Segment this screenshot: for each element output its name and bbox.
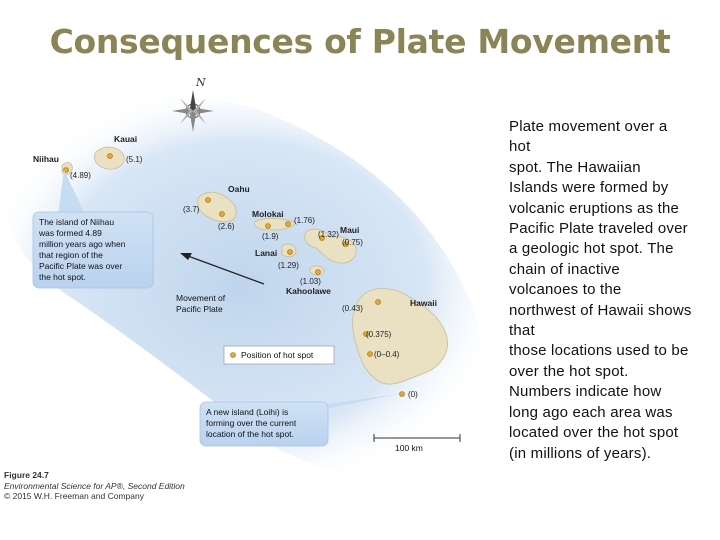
island-name-maui: Maui (340, 225, 360, 235)
callout-niihau-line: The island of Niihau (39, 217, 115, 227)
age-label: (1.03) (300, 277, 321, 286)
caption-line: volcanoes to the (509, 281, 622, 299)
legend-label: Position of hot spot (241, 350, 314, 360)
caption-line: over the hot spot. (509, 362, 629, 380)
caption-line: hot (509, 138, 531, 156)
legend-dot (231, 353, 236, 358)
island-name-oahu: Oahu (228, 184, 250, 194)
age-label: (1.9) (262, 232, 279, 241)
hotspot-dot (108, 154, 113, 159)
page-title: Consequences of Plate Movement (49, 22, 671, 61)
age-label: (0.43) (342, 304, 363, 313)
movement-label: Pacific Plate (176, 304, 223, 314)
book-title: Environmental Science for AP®, Second Edition (4, 480, 185, 491)
island-name-kauai: Kauai (114, 134, 138, 144)
caption-line: Numbers indicate how (509, 383, 662, 401)
callout-niihau-line: that region of the (39, 250, 103, 260)
hotspot-dot (286, 222, 291, 227)
caption-line: volcanic eruptions as the (509, 199, 680, 217)
hotspot-dot (368, 352, 373, 357)
caption-line: Pacific Plate traveled over (509, 220, 688, 238)
island-name-hawaii: Hawaii (410, 298, 437, 308)
island-name-molokai: Molokai (252, 209, 284, 219)
callout-niihau-line: the hot spot. (39, 272, 86, 282)
callout-niihau-line: was formed 4.89 (39, 228, 102, 238)
caption-line: Islands were formed by (509, 179, 669, 197)
age-label: (3.7) (183, 205, 200, 214)
island-name-niihau: Niihau (33, 154, 59, 164)
movement-label: Movement of (176, 293, 226, 303)
caption-line: northwest of Hawaii shows (509, 301, 692, 319)
callout-loihi-line: location of the hot spot. (206, 429, 294, 439)
hotspot-dot (220, 212, 225, 217)
caption-line: long ago each area was (509, 403, 673, 421)
caption-line: located over the hot spot (509, 424, 679, 442)
caption-line: chain of inactive (509, 260, 620, 278)
age-label: (1.32) (318, 230, 339, 239)
caption-line: that (509, 322, 535, 340)
callout-loihi-line: forming over the current (206, 418, 297, 428)
age-label: (1.76) (294, 216, 315, 225)
caption-line: a geologic hot spot. The (509, 240, 674, 258)
caption-line: spot. The Hawaiian (509, 158, 641, 176)
hotspot-dot (206, 198, 211, 203)
caption-line: Plate movement over a (509, 118, 668, 135)
compass-north-label: N (196, 76, 206, 89)
age-label: (0) (408, 390, 418, 399)
hotspot-dot (266, 224, 271, 229)
age-label: (5.1) (126, 155, 143, 164)
callout-niihau-line: Pacific Plate was over (39, 261, 123, 271)
figure-number: Figure 24.7 (4, 470, 49, 480)
island-name-kahoolawe: Kahoolawe (286, 286, 331, 296)
figure-credit (4, 470, 185, 502)
hotspot-dot (316, 270, 321, 275)
age-label: (1.29) (278, 261, 299, 270)
age-label: (0.75) (342, 238, 363, 247)
caption-text (509, 117, 717, 464)
callout-niihau-line: million years ago when (39, 239, 126, 249)
callout-loihi-line: A new island (Loihi) is (206, 407, 289, 417)
copyright: © 2015 W.H. Freeman and Company (4, 491, 144, 501)
caption-line: those locations used to be (509, 342, 689, 360)
hotspot-dot (400, 392, 405, 397)
island-name-lanai: Lanai (255, 248, 278, 258)
scale-label: 100 km (395, 443, 423, 453)
hotspot-dot (288, 250, 293, 255)
age-label: (0.375) (366, 330, 392, 339)
age-label: (2.6) (218, 222, 235, 231)
age-label: (0–0.4) (374, 350, 400, 359)
caption-line: (in millions of years). (509, 444, 652, 462)
age-label: (4.89) (70, 171, 91, 180)
hotspot-dot (376, 300, 381, 305)
